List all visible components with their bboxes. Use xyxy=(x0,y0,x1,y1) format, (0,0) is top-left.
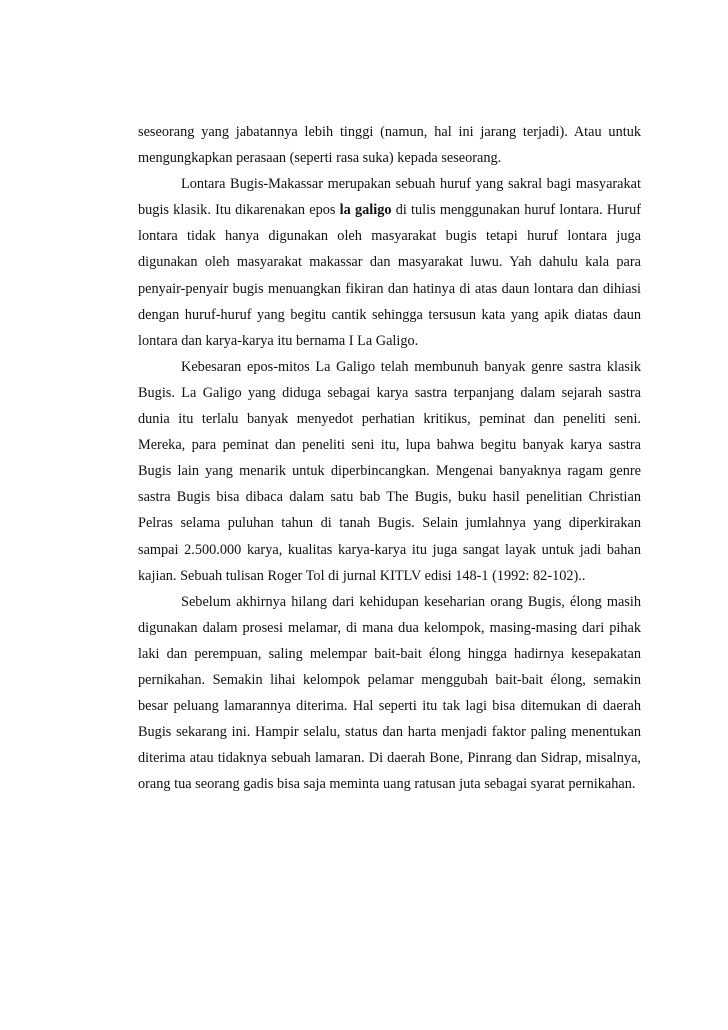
bold-term-la-galigo: la galigo xyxy=(339,202,392,219)
paragraph-lontara-text-end: di tulis menggunakan huruf lontara. Huruf lontara tidak hanya digunakan oleh masyarakat bugis tetapi huruf lontara juga digunakan oleh masyarakat makassar dan masyarakat luwu. Yah dahulu kala para penyair-penyair bugis menuangkan fikiran dan hatinya di atas daun lontara dan dihiasi dengan huruf-huruf yang begitu cantik sehingga tersusun kata yang apik diatas daun lontara dan karya-karya itu bernama I La Galigo. xyxy=(138,202,641,349)
paragraph-continuation: seseorang yang jabatannya lebih tinggi (namun, hal ini jarang terjadi). Atau untuk mengungkapkan perasaan (seperti rasa suka) kepada seseorang. xyxy=(138,124,641,167)
paragraph-lontara xyxy=(138,171,641,354)
body-text xyxy=(138,119,641,797)
paragraph-elong: Sebelum akhirnya hilang dari kehidupan keseharian orang Bugis, élong masih digunakan dalam prosesi melamar, di mana dua kelompok, masing-masing dari pihak laki dan perempuan, saling melempar bait-bait élong hingga hadirnya kesepakatan pernikahan. Semakin lihai kelompok pelamar menggubah bait-bait élong, semakin besar peluang lamarannya diterima. Hal seperti itu tak lagi bisa ditemukan di daerah Bugis sekarang ini. Hampir selalu, status dan harta menjadi faktor paling menentukan diterima atau tidaknya sebuah lamaran. Di daerah Bone, Pinrang dan Sidrap, misalnya, orang tua seorang gadis bisa saja meminta uang ratusan juta sebagai syarat pernikahan. xyxy=(138,593,641,793)
paragraph-la-galigo: Kebesaran epos-mitos La Galigo telah membunuh banyak genre sastra klasik Bugis. La Galigo yang diduga sebagai karya sastra terpanjang dalam sejarah sastra dunia itu terlalu banyak menyedot perhatian kritikus, peminat dan peneliti seni. Mereka, para peminat dan peneliti seni itu, lupa bahwa begitu banyak karya sastra Bugis lain yang menarik untuk diperbincangkan. Mengenai banyaknya ragam genre sastra Bugis bisa dibaca dalam satu bab The Bugis, buku hasil penelitian Christian Pelras selama puluhan tahun di tanah Bugis. Selain jumlahnya yang diperkirakan sampai 2.500.000 karya, kualitas karya-karya itu juga sangat layak untuk jadi bahan kajian. Sebuah tulisan Roger Tol di jurnal KITLV edisi 148-1 (1992: 82-102).. xyxy=(138,358,641,584)
paragraph-lontara-text-start: Lontara Bugis-Makassar merupakan sebuah huruf yang sakral bagi masyarakat bugis klasik. Itu dikarenakan epos xyxy=(138,176,641,219)
